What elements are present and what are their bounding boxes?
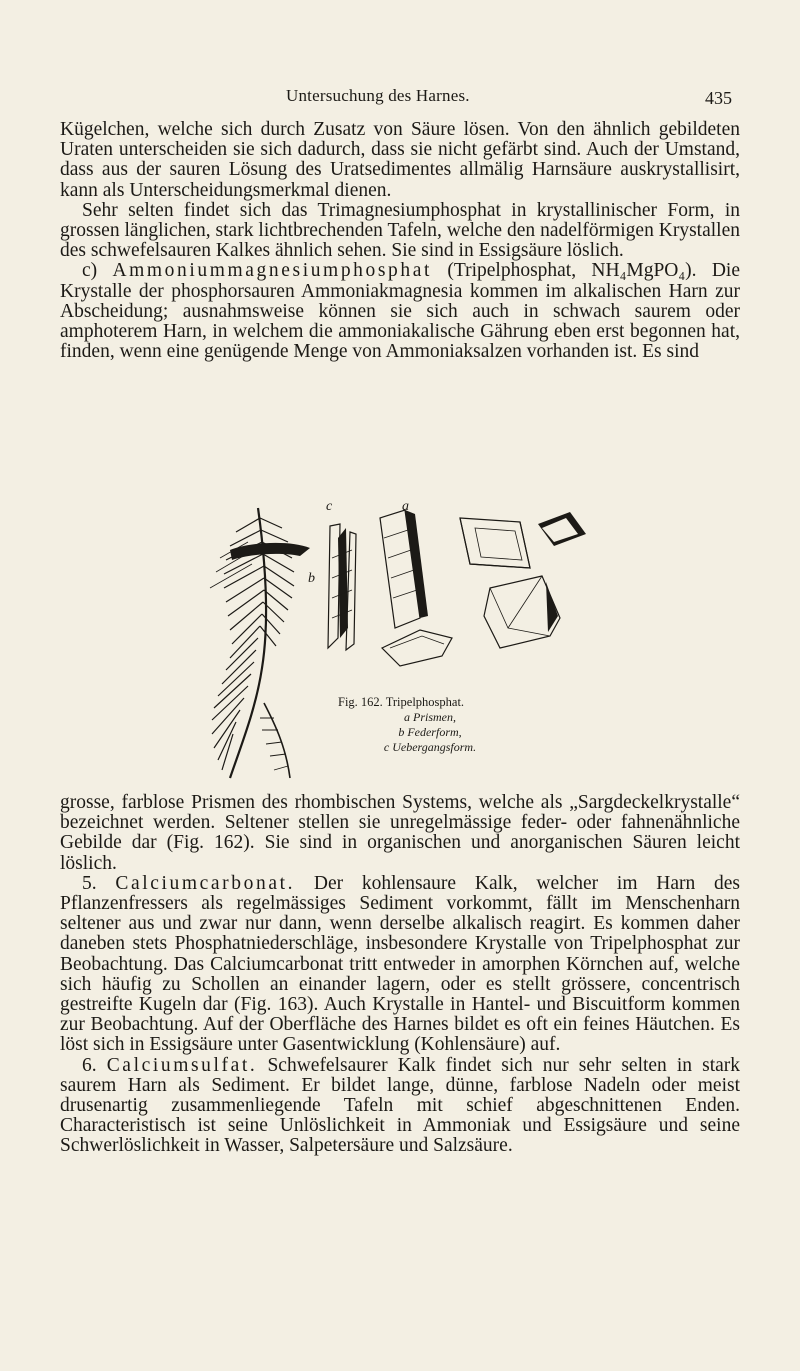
- paragraph: grosse, farblose Prismen des rhombischen Systems, welche als „Sargdeckelkrystalle“ bezeichnet werden. Seltener stellen sie unregelmässige feder- oder fahnenähnliche Gebilde dar (Fig. 162). Sie sind in organischen und anorganischen Säuren leicht löslich.: [60, 792, 740, 874]
- caption-line: c Uebergangsform.: [383, 740, 477, 754]
- paragraph: Kügelchen, welche sich durch Zusatz von Säure lösen. Von den ähnlich gebildeten Uraten unterscheiden sie sich dadurch, dass sie nicht gefärbt sind. Auch der Umstand, dass aus der sauren Lösung des Uratsedimentes allmälig Harnsäure auskrystallisirt, kann als Unterscheidungsmerkmal dienen.: [60, 119, 740, 201]
- figure-label-b: b: [308, 571, 315, 586]
- caption-line: b Federform,: [398, 725, 462, 739]
- text-block-top: [60, 120, 740, 362]
- section-text: (Tripelphosphat, NH₄MgPO₄). Die Krystalle der phosphorsauren Ammoniakmagnesia kommen im alkalischen Harn zur Abscheidung; ausnahmsweise können sie sich auch in schwach saurem oder amphoterem Harn, in welchem die ammoniakalische Gährung eben erst begonnen hat, finden, wenn eine genügende Menge von Ammoniaksalzen vorhanden ist. Es sind: [60, 260, 741, 363]
- section-text: Schwefelsaurer Kalk findet sich nur sehr selten in stark saurem Harn als Sediment. Er bildet lange, dünne, farblose Nadeln oder meist drusenartig zusammenliegende Tafeln mit schief abgeschnittenen Enden. Characteristisch ist seine Unlöslichkeit in Ammoniak und Essigsäure und seine Schwerlöslichkeit in Wasser, Salpetersäure und Salzsäure.: [60, 1054, 741, 1157]
- section-heading: Calciumsulfat.: [106, 1054, 258, 1076]
- prism-crystal: [380, 510, 428, 628]
- section-heading: Ammoniummagnesiumphosphat: [112, 260, 433, 282]
- section-prefix: c): [82, 260, 98, 282]
- text-block-bottom: [60, 793, 740, 1157]
- prism-crystal: [538, 512, 586, 546]
- paragraph: Sehr selten findet sich das Trimagnesiumphosphat in krystallinischer Form, in grossen länglichen, stark lichtbrechenden Tafeln, welche den nadelförmigen Krystallen des schwefelsauren Kalkes ähnlich sehen. Sie sind in Essigsäure löslich.: [60, 199, 740, 262]
- prism-crystal: [484, 576, 560, 648]
- figure-caption: [330, 695, 530, 755]
- coffin-lid-crystal: [460, 518, 530, 568]
- section-heading: Calciumcarbonat.: [115, 872, 296, 894]
- section-prefix: 6.: [82, 1054, 97, 1076]
- page-number: 435: [705, 88, 732, 108]
- running-header: [0, 86, 800, 116]
- figure-label-c: c: [326, 499, 333, 514]
- section-c-paragraph: [60, 261, 740, 362]
- section-5-paragraph: [60, 874, 740, 1056]
- caption-line: a Prismen,: [404, 710, 456, 724]
- section-6-paragraph: [60, 1056, 740, 1157]
- feather-form-crystal: [260, 703, 290, 778]
- running-title: Untersuchung des Harnes.: [286, 86, 470, 105]
- transition-form-crystal: [328, 524, 356, 650]
- section-prefix: 5.: [82, 872, 97, 894]
- caption-title: Fig. 162. Tripelphosphat.: [338, 695, 465, 709]
- figure-label-a: a: [402, 499, 409, 514]
- feather-form-crystal: [210, 508, 310, 778]
- prism-crystal: [382, 630, 452, 666]
- section-text: Der kohlensaure Kalk, welcher im Harn des Pflanzenfressers als regelmässiges Sediment vorkommt, fällt im Menschenharn seltener aus und zwar nur dann, wenn derselbe alkalisch reagirt. Es kommen daher daneben stets Phosphatniederschläge, insbesondere Krystalle von Tripelphosphat zur Beobachtung. Das Calciumcarbonat tritt entweder in amorphen Körnchen auf, welche sich häufig zu Schollen an einander lagern, oder es stellt grössere, concentrisch gestreifte Kugeln dar (Fig. 163). Auch Krystalle in Hantel- und Biscuitform kommen zur Beobachtung. Auf der Oberfläche des Harnes bildet es oft ein feines Häutchen. Es löst sich in Essigsäure unter Gasentwicklung (Kohlensäure) auf.: [60, 872, 741, 1056]
